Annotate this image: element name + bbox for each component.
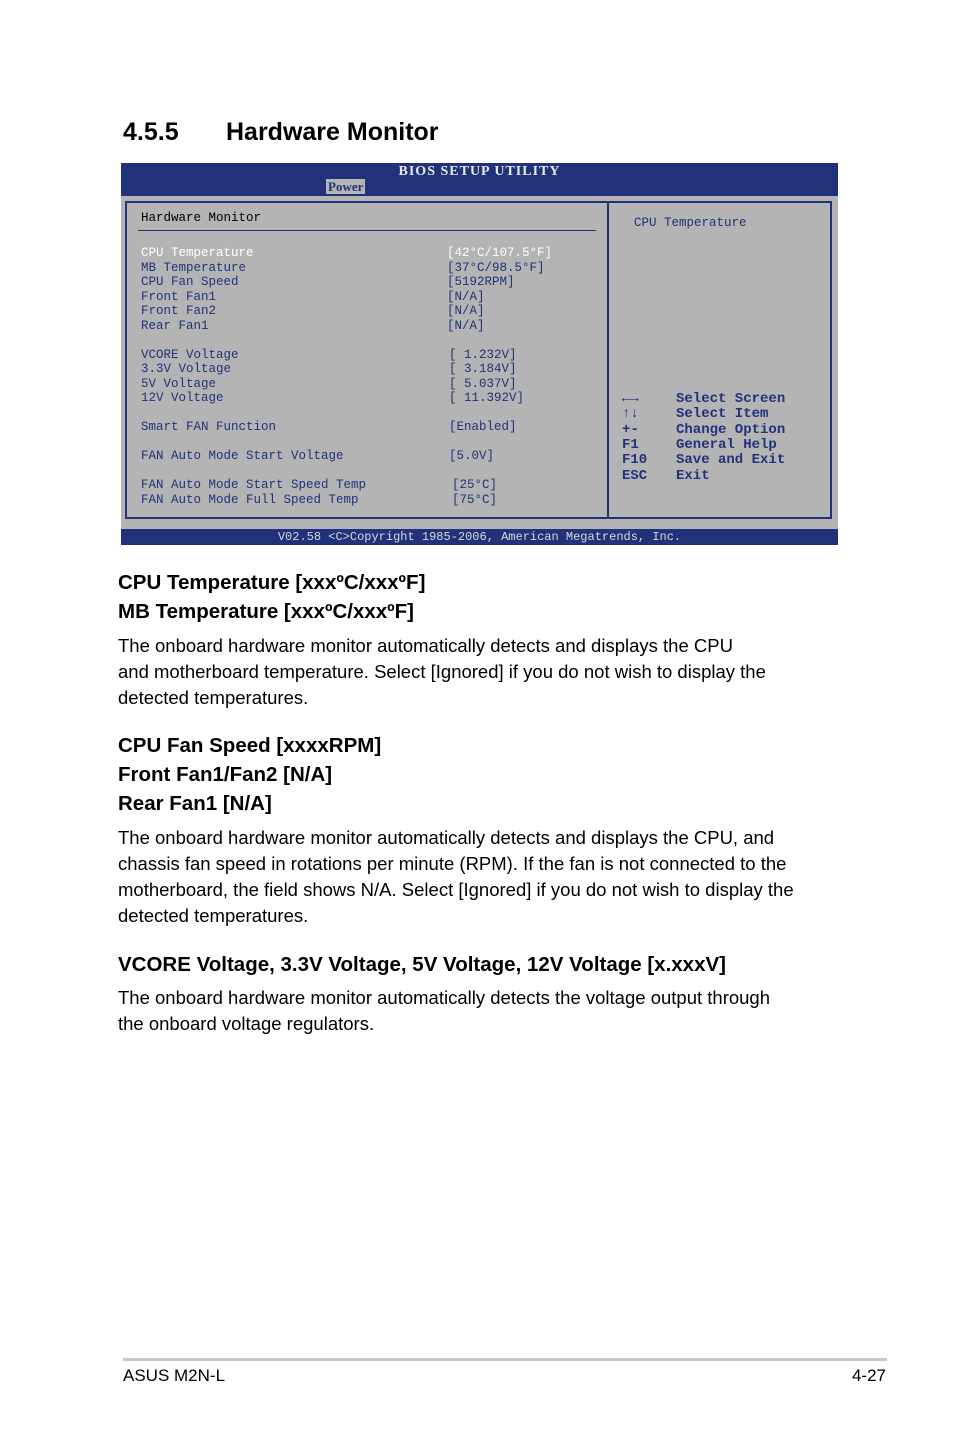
heading-front-fan: Front Fan1/Fan2 [N/A] — [118, 763, 333, 786]
bios-row-label: 3.3V Voltage — [141, 362, 232, 376]
paragraph-temperature — [118, 633, 838, 711]
bios-row-label: FAN Auto Mode Start Voltage — [141, 449, 344, 463]
bios-row-value: [ 5.037V] — [449, 376, 517, 391]
bios-panel-title: Hardware Monitor — [141, 211, 262, 225]
key-desc: Save and Exit — [676, 452, 786, 469]
key-select-item — [622, 407, 822, 423]
paragraph-line: The onboard hardware monitor automatically detects and displays the CPU, and — [118, 827, 775, 848]
bios-row-label: Smart FAN Function — [141, 420, 277, 434]
footer-page-number: 4-27 — [851, 1366, 886, 1385]
bios-row-value: [N/A] — [447, 289, 485, 304]
bios-row-label: VCORE Voltage — [141, 347, 239, 362]
arrows-left-right-icon: ←→ — [622, 391, 639, 407]
key-desc: Select Screen — [676, 391, 786, 407]
key-f1: F1 — [622, 436, 639, 453]
bios-row-value: [75°C] — [452, 492, 498, 507]
heading-voltage: VCORE Voltage, 3.3V Voltage, 5V Voltage, 12V Voltage [x.xxxV] — [118, 953, 726, 976]
bios-row-value: [ 3.184V] — [449, 362, 517, 376]
bios-copyright-bar: V02.58 <C>Copyright 1985-2006, American Megatrends, Inc. — [121, 529, 838, 545]
arrows-up-down-icon: ↑↓ — [622, 406, 639, 423]
bios-row-value: [25°C] — [452, 478, 498, 492]
key-desc: Exit — [676, 467, 710, 484]
bios-row-label: MB Temperature — [141, 260, 247, 275]
paragraph-line: the onboard voltage regulators. — [118, 1013, 375, 1034]
bios-row-value: [5192RPM] — [447, 275, 515, 289]
paragraph-fan-speed — [118, 825, 838, 929]
key-desc: Change Option — [676, 421, 786, 438]
bios-help-title: CPU Temperature — [634, 216, 747, 230]
bios-row-label: CPU Temperature — [141, 246, 254, 260]
paragraph-line: detected temperatures. — [118, 687, 309, 708]
paragraph-line: detected temperatures. — [118, 905, 309, 926]
bios-row-label: CPU Fan Speed — [141, 275, 239, 289]
bios-row-label: Front Fan2 — [141, 304, 217, 318]
footer-product: ASUS M2N-L — [123, 1366, 226, 1385]
bios-row-value: [ 11.392V] — [449, 391, 525, 405]
bios-row-label: Front Fan1 — [141, 289, 217, 304]
heading-cpu-fan-speed: CPU Fan Speed [xxxxRPM] — [118, 734, 382, 757]
bios-row-label: FAN Auto Mode Full Speed Temp — [141, 492, 359, 507]
key-exit — [622, 469, 822, 485]
bios-row-label: FAN Auto Mode Start Speed Temp — [141, 478, 367, 492]
section-title — [123, 118, 439, 147]
key-esc: ESC — [622, 467, 648, 484]
bios-row-value: [37°C/98.5°F] — [447, 260, 545, 275]
plus-minus-icon: +- — [622, 421, 639, 438]
paragraph-line: and motherboard temperature. Select [Ignored] if you do not wish to display the — [118, 661, 766, 682]
bios-tab-power[interactable]: Power — [328, 179, 364, 194]
bios-row-value: [Enabled] — [449, 420, 517, 434]
section-title-text: Hardware Monitor — [226, 118, 439, 146]
bios-row-label: 5V Voltage — [141, 376, 217, 391]
bios-divider — [607, 201, 609, 519]
paragraph-voltage — [118, 985, 838, 1037]
paragraph-line: The onboard hardware monitor automatically detects and displays the CPU — [118, 635, 733, 656]
bios-row-label: Rear Fan1 — [141, 318, 209, 333]
key-desc: General Help — [676, 436, 777, 453]
section-number: 4.5.5 — [123, 118, 179, 146]
bios-panel-rule — [138, 230, 596, 231]
bios-row-value: [42°C/107.5°F] — [447, 246, 553, 260]
key-desc: Select Item — [676, 406, 769, 423]
heading-cpu-temperature: CPU Temperature [xxxºC/xxxºF] — [118, 571, 426, 594]
bios-row-value: [5.0V] — [449, 449, 495, 463]
heading-rear-fan: Rear Fan1 [N/A] — [118, 792, 272, 815]
paragraph-line: chassis fan speed in rotations per minute (RPM). If the fan is not connected to the — [118, 853, 787, 874]
footer-rule — [123, 1358, 887, 1361]
heading-mb-temperature: MB Temperature [xxxºC/xxxºF] — [118, 600, 414, 623]
bios-screenshot — [121, 163, 838, 545]
paragraph-line: The onboard hardware monitor automatically detects the voltage output through — [118, 987, 771, 1008]
key-f10: F10 — [622, 452, 648, 469]
paragraph-line: motherboard, the field shows N/A. Select [Ignored] if you do not wish to display the — [118, 879, 794, 900]
bios-row-label: 12V Voltage — [141, 391, 224, 405]
key-save-exit — [622, 453, 822, 469]
bios-row-value: [ 1.232V] — [449, 347, 517, 362]
bios-row-value: [N/A] — [447, 318, 485, 333]
bios-row-value: [N/A] — [447, 304, 485, 318]
bios-utility-title: BIOS SETUP UTILITY — [398, 164, 561, 179]
